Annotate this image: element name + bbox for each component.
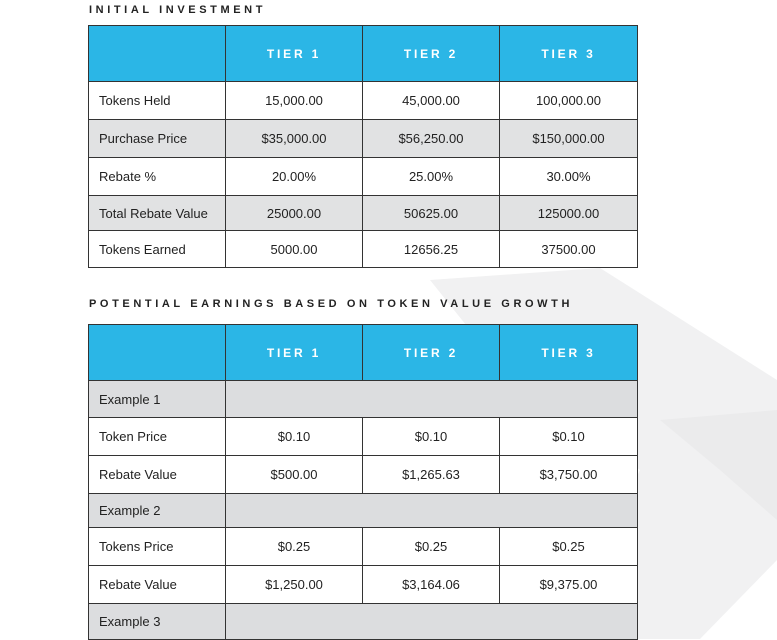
table-row bbox=[89, 528, 638, 566]
cell-tier-2: 25.00% bbox=[363, 158, 500, 196]
cell-tier-3: $0.25 bbox=[500, 528, 638, 566]
cell-tier-3: $9,375.00 bbox=[500, 566, 638, 604]
example-label: Example 3 bbox=[89, 604, 226, 640]
row-label: Total Rebate Value bbox=[89, 196, 226, 231]
cell-tier-2: $0.25 bbox=[363, 528, 500, 566]
potential-earnings-table bbox=[88, 324, 638, 640]
cell-tier-3: 30.00% bbox=[500, 158, 638, 196]
header-corner-cell bbox=[89, 26, 226, 82]
header-tier-3: TIER 3 bbox=[500, 325, 638, 381]
initial-investment-table bbox=[88, 25, 638, 268]
cell-tier-2: $3,164.06 bbox=[363, 566, 500, 604]
cell-tier-1: $0.25 bbox=[226, 528, 363, 566]
cell-tier-2: $1,265.63 bbox=[363, 456, 500, 494]
table-row bbox=[89, 158, 638, 196]
example-row bbox=[89, 604, 638, 640]
example-label: Example 1 bbox=[89, 381, 226, 418]
cell-tier-2: 50625.00 bbox=[363, 196, 500, 231]
row-label: Rebate Value bbox=[89, 456, 226, 494]
cell-tier-3: 37500.00 bbox=[500, 231, 638, 268]
cell-tier-1: $500.00 bbox=[226, 456, 363, 494]
row-label: Tokens Earned bbox=[89, 231, 226, 268]
cell-tier-2: $0.10 bbox=[363, 418, 500, 456]
cell-tier-1: 5000.00 bbox=[226, 231, 363, 268]
row-label: Purchase Price bbox=[89, 120, 226, 158]
cell-tier-1: $0.10 bbox=[226, 418, 363, 456]
row-label: Token Price bbox=[89, 418, 226, 456]
table-row bbox=[89, 456, 638, 494]
header-tier-2: TIER 2 bbox=[363, 325, 500, 381]
table-row bbox=[89, 82, 638, 120]
table-row bbox=[89, 196, 638, 231]
row-label: Tokens Held bbox=[89, 82, 226, 120]
header-tier-3: TIER 3 bbox=[500, 26, 638, 82]
table-row bbox=[89, 418, 638, 456]
table-header-row bbox=[89, 325, 638, 381]
table-header-row bbox=[89, 26, 638, 82]
cell-tier-3: $3,750.00 bbox=[500, 456, 638, 494]
header-corner-cell bbox=[89, 325, 226, 381]
cell-tier-1: $1,250.00 bbox=[226, 566, 363, 604]
example-empty-cell bbox=[226, 604, 638, 640]
header-tier-1: TIER 1 bbox=[226, 325, 363, 381]
table-row bbox=[89, 566, 638, 604]
example-empty-cell bbox=[226, 494, 638, 528]
row-label: Rebate Value bbox=[89, 566, 226, 604]
row-label: Rebate % bbox=[89, 158, 226, 196]
cell-tier-1: 25000.00 bbox=[226, 196, 363, 231]
example-row bbox=[89, 494, 638, 528]
example-empty-cell bbox=[226, 381, 638, 418]
cell-tier-3: $150,000.00 bbox=[500, 120, 638, 158]
table-row bbox=[89, 231, 638, 268]
cell-tier-1: 15,000.00 bbox=[226, 82, 363, 120]
cell-tier-3: $0.10 bbox=[500, 418, 638, 456]
cell-tier-3: 125000.00 bbox=[500, 196, 638, 231]
potential-earnings-title: POTENTIAL EARNINGS BASED ON TOKEN VALUE GROWTH bbox=[89, 298, 574, 310]
cell-tier-2: 12656.25 bbox=[363, 231, 500, 268]
header-tier-2: TIER 2 bbox=[363, 26, 500, 82]
cell-tier-1: 20.00% bbox=[226, 158, 363, 196]
cell-tier-2: $56,250.00 bbox=[363, 120, 500, 158]
header-tier-1: TIER 1 bbox=[226, 26, 363, 82]
cell-tier-1: $35,000.00 bbox=[226, 120, 363, 158]
initial-investment-title: INITIAL INVESTMENT bbox=[89, 4, 267, 16]
cell-tier-2: 45,000.00 bbox=[363, 82, 500, 120]
cell-tier-3: 100,000.00 bbox=[500, 82, 638, 120]
row-label: Tokens Price bbox=[89, 528, 226, 566]
example-row bbox=[89, 381, 638, 418]
table-row bbox=[89, 120, 638, 158]
example-label: Example 2 bbox=[89, 494, 226, 528]
